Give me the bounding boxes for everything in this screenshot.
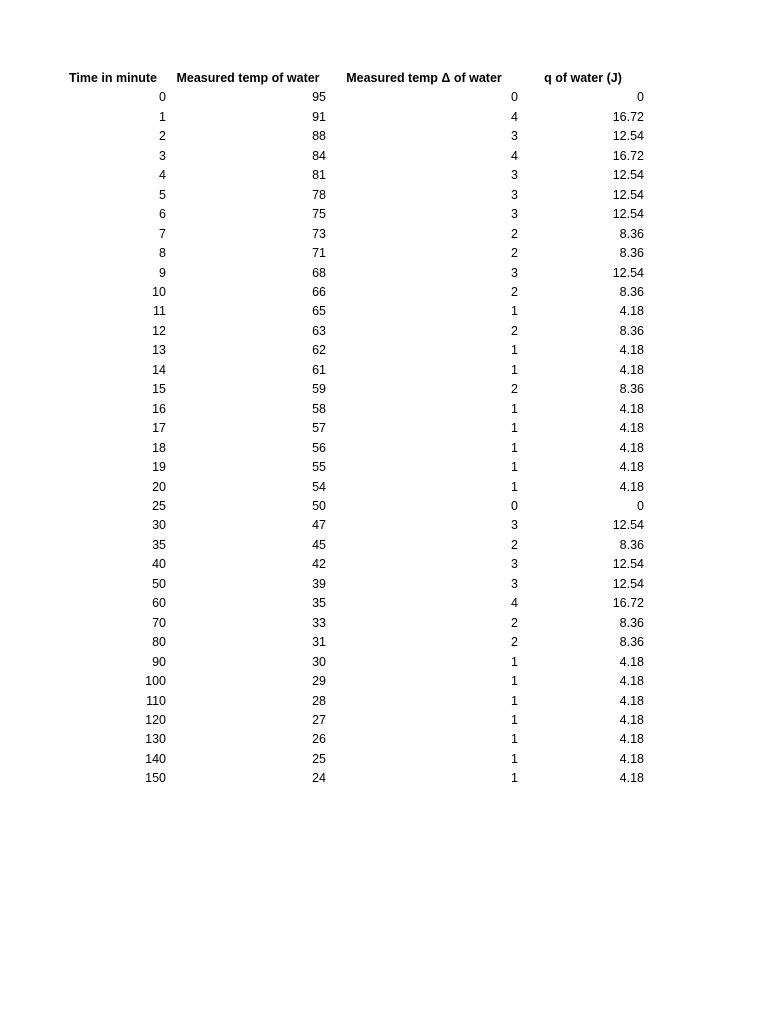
cell-q-water: 12.54 — [612, 265, 644, 280]
cell-measured-temp: 78 — [312, 187, 326, 202]
cell-temp-delta: 3 — [511, 207, 518, 222]
cell-q-water: 16.72 — [612, 109, 644, 124]
cell-q-water: 12.54 — [612, 129, 644, 144]
table-row — [58, 225, 646, 244]
cell-q-water: 8.36 — [619, 382, 644, 397]
cell-time: 6 — [159, 207, 166, 222]
cell-q-water: 8.36 — [619, 635, 644, 650]
table-row — [58, 439, 646, 458]
table-row — [58, 614, 646, 633]
cell-temp-delta: 1 — [511, 362, 518, 377]
cell-q-water: 8.36 — [619, 226, 644, 241]
table-row — [58, 672, 646, 691]
cell-time: 19 — [152, 460, 166, 475]
table-row — [58, 264, 646, 283]
cell-temp-delta: 1 — [511, 751, 518, 766]
table-row — [58, 750, 646, 769]
table-row — [58, 536, 646, 555]
cell-measured-temp: 47 — [312, 518, 326, 533]
cell-measured-temp: 39 — [312, 576, 326, 591]
cell-temp-delta: 1 — [511, 440, 518, 455]
cell-measured-temp: 42 — [312, 557, 326, 572]
table-row — [58, 302, 646, 321]
cell-q-water: 4.18 — [619, 674, 644, 689]
cell-time: 60 — [152, 596, 166, 611]
table-row — [58, 419, 646, 438]
cell-time: 17 — [152, 421, 166, 436]
cell-time: 40 — [152, 557, 166, 572]
table-row — [58, 730, 646, 749]
cell-time: 35 — [152, 537, 166, 552]
cell-time: 7 — [159, 226, 166, 241]
cell-time: 1 — [159, 109, 166, 124]
cell-time: 5 — [159, 187, 166, 202]
cell-measured-temp: 61 — [312, 362, 326, 377]
cell-measured-temp: 75 — [312, 207, 326, 222]
table-row — [58, 497, 646, 516]
cell-measured-temp: 55 — [312, 460, 326, 475]
cell-measured-temp: 91 — [312, 109, 326, 124]
cell-temp-delta: 2 — [511, 635, 518, 650]
cell-q-water: 12.54 — [612, 207, 644, 222]
cell-temp-delta: 3 — [511, 518, 518, 533]
table-row — [58, 361, 646, 380]
cell-q-water: 8.36 — [619, 284, 644, 299]
table-body — [58, 88, 646, 788]
cell-time: 140 — [145, 751, 166, 766]
cell-temp-delta: 2 — [511, 226, 518, 241]
cell-temp-delta: 2 — [511, 537, 518, 552]
cell-q-water: 4.18 — [619, 362, 644, 377]
cell-q-water: 8.36 — [619, 323, 644, 338]
cell-q-water: 4.18 — [619, 401, 644, 416]
cell-q-water: 4.18 — [619, 693, 644, 708]
cell-temp-delta: 1 — [511, 693, 518, 708]
cell-q-water: 4.18 — [619, 421, 644, 436]
cell-time: 25 — [152, 498, 166, 513]
table-row — [58, 147, 646, 166]
cell-q-water: 12.54 — [612, 557, 644, 572]
cell-time: 8 — [159, 246, 166, 261]
cell-q-water: 4.18 — [619, 479, 644, 494]
cell-q-water: 8.36 — [619, 537, 644, 552]
cell-temp-delta: 2 — [511, 246, 518, 261]
cell-temp-delta: 0 — [511, 90, 518, 105]
cell-measured-temp: 56 — [312, 440, 326, 455]
cell-time: 110 — [146, 693, 166, 708]
cell-time: 14 — [152, 362, 166, 377]
cell-time: 16 — [152, 401, 166, 416]
cell-q-water: 12.54 — [612, 576, 644, 591]
table-row — [58, 166, 646, 185]
table-row — [58, 341, 646, 360]
cell-measured-temp: 33 — [312, 615, 326, 630]
cell-temp-delta: 0 — [511, 498, 518, 513]
cell-q-water: 0 — [637, 498, 644, 513]
cell-measured-temp: 95 — [312, 90, 326, 105]
table-row — [58, 594, 646, 613]
cell-measured-temp: 30 — [312, 654, 326, 669]
cell-time: 130 — [145, 732, 166, 747]
cell-temp-delta: 2 — [511, 284, 518, 299]
cell-measured-temp: 84 — [312, 148, 326, 163]
table-row — [58, 400, 646, 419]
cell-time: 18 — [152, 440, 166, 455]
cell-measured-temp: 28 — [312, 693, 326, 708]
table-row — [58, 769, 646, 788]
cell-measured-temp: 31 — [312, 635, 326, 650]
cell-time: 0 — [159, 90, 166, 105]
header-q-water: q of water (J) — [544, 71, 622, 85]
cell-measured-temp: 45 — [312, 537, 326, 552]
table-row — [58, 692, 646, 711]
cell-time: 120 — [145, 712, 166, 727]
cell-measured-temp: 50 — [312, 498, 326, 513]
cell-time: 3 — [159, 148, 166, 163]
table-row — [58, 88, 646, 107]
cell-measured-temp: 24 — [312, 771, 326, 786]
cell-temp-delta: 3 — [511, 168, 518, 183]
cell-q-water: 16.72 — [612, 596, 644, 611]
cell-measured-temp: 54 — [312, 479, 326, 494]
cell-temp-delta: 2 — [511, 323, 518, 338]
cell-time: 150 — [145, 771, 166, 786]
cell-time: 9 — [159, 265, 166, 280]
cell-time: 15 — [152, 382, 166, 397]
cell-temp-delta: 1 — [511, 674, 518, 689]
table-row — [58, 575, 646, 594]
cell-measured-temp: 35 — [312, 596, 326, 611]
table-row — [58, 458, 646, 477]
cell-measured-temp: 66 — [312, 284, 326, 299]
cell-q-water: 4.18 — [619, 460, 644, 475]
cell-time: 2 — [159, 129, 166, 144]
cell-temp-delta: 1 — [511, 304, 518, 319]
cell-time: 13 — [152, 343, 166, 358]
cell-measured-temp: 63 — [312, 323, 326, 338]
table-row — [58, 653, 646, 672]
cell-time: 4 — [159, 168, 166, 183]
cell-measured-temp: 65 — [312, 304, 326, 319]
cell-temp-delta: 3 — [511, 576, 518, 591]
cell-measured-temp: 62 — [312, 343, 326, 358]
cell-q-water: 12.54 — [612, 518, 644, 533]
cell-temp-delta: 1 — [511, 712, 518, 727]
cell-time: 100 — [145, 674, 166, 689]
cell-temp-delta: 1 — [511, 460, 518, 475]
table-row — [58, 380, 646, 399]
cell-time: 12 — [152, 323, 166, 338]
cell-measured-temp: 29 — [312, 674, 326, 689]
cell-time: 30 — [152, 518, 166, 533]
table-row — [58, 711, 646, 730]
cell-time: 10 — [152, 284, 166, 299]
cell-temp-delta: 3 — [511, 265, 518, 280]
table-row — [58, 186, 646, 205]
cell-measured-temp: 26 — [312, 732, 326, 747]
cell-q-water: 4.18 — [619, 343, 644, 358]
table-row — [58, 283, 646, 302]
cell-measured-temp: 59 — [312, 382, 326, 397]
cell-q-water: 12.54 — [612, 168, 644, 183]
cell-time: 11 — [153, 304, 166, 319]
header-row — [58, 69, 646, 88]
table-row — [58, 633, 646, 652]
cell-time: 70 — [152, 615, 166, 630]
cell-q-water: 0 — [637, 90, 644, 105]
table-row — [58, 244, 646, 263]
cell-measured-temp: 73 — [312, 226, 326, 241]
cell-q-water: 4.18 — [619, 732, 644, 747]
cell-temp-delta: 3 — [511, 557, 518, 572]
header-temp-delta: Measured temp Δ of water — [346, 71, 502, 85]
cell-temp-delta: 1 — [511, 654, 518, 669]
cell-time: 90 — [152, 654, 166, 669]
cell-temp-delta: 1 — [511, 343, 518, 358]
cell-temp-delta: 1 — [511, 732, 518, 747]
cell-q-water: 4.18 — [619, 654, 644, 669]
cell-temp-delta: 1 — [511, 771, 518, 786]
cell-measured-temp: 25 — [312, 751, 326, 766]
cell-q-water: 4.18 — [619, 440, 644, 455]
cell-measured-temp: 71 — [312, 246, 326, 261]
cell-temp-delta: 3 — [511, 187, 518, 202]
table-row — [58, 205, 646, 224]
cell-q-water: 4.18 — [619, 712, 644, 727]
cell-time: 20 — [152, 479, 166, 494]
cell-q-water: 16.72 — [612, 148, 644, 163]
cell-temp-delta: 1 — [511, 479, 518, 494]
table-row — [58, 322, 646, 341]
cell-temp-delta: 2 — [511, 382, 518, 397]
cell-temp-delta: 4 — [511, 596, 518, 611]
cell-temp-delta: 1 — [511, 401, 518, 416]
cell-temp-delta: 4 — [511, 148, 518, 163]
cell-q-water: 4.18 — [619, 771, 644, 786]
cell-measured-temp: 88 — [312, 129, 326, 144]
cell-measured-temp: 81 — [312, 168, 326, 183]
cell-temp-delta: 3 — [511, 129, 518, 144]
data-table — [58, 69, 646, 789]
table-row — [58, 555, 646, 574]
cell-measured-temp: 27 — [312, 712, 326, 727]
table-row — [58, 127, 646, 146]
cell-q-water: 4.18 — [619, 304, 644, 319]
table-row — [58, 108, 646, 127]
cell-q-water: 8.36 — [619, 246, 644, 261]
cell-measured-temp: 58 — [312, 401, 326, 416]
cell-q-water: 12.54 — [612, 187, 644, 202]
cell-measured-temp: 68 — [312, 265, 326, 280]
table-row — [58, 516, 646, 535]
header-measured-temp: Measured temp of water — [176, 71, 320, 85]
cell-time: 50 — [152, 576, 166, 591]
cell-q-water: 8.36 — [619, 615, 644, 630]
header-time: Time in minute — [69, 71, 157, 85]
cell-temp-delta: 4 — [511, 109, 518, 124]
cell-q-water: 4.18 — [619, 751, 644, 766]
cell-temp-delta: 2 — [511, 615, 518, 630]
cell-time: 80 — [152, 635, 166, 650]
cell-temp-delta: 1 — [511, 421, 518, 436]
cell-measured-temp: 57 — [312, 421, 326, 436]
table-row — [58, 478, 646, 497]
